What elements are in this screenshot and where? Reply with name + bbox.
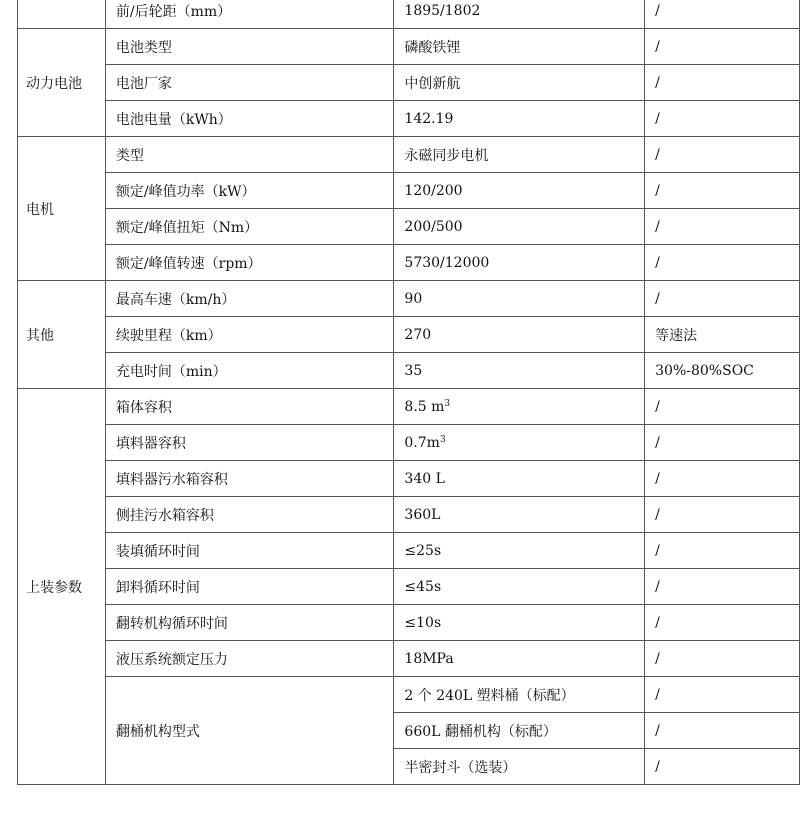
param-cell-bin-mechanism: 翻桶机构型式 bbox=[105, 677, 394, 785]
value-text: 8.5 m bbox=[404, 398, 445, 415]
note-cell: / bbox=[645, 533, 800, 569]
value-cell bbox=[394, 389, 645, 425]
value-cell: ≤10s bbox=[394, 605, 645, 641]
param-cell: 额定/峰值转速（rpm） bbox=[105, 245, 394, 281]
param-cell: 卸料循环时间 bbox=[105, 569, 394, 605]
param-cell: 类型 bbox=[105, 137, 394, 173]
value-cell: 半密封斗（选装） bbox=[394, 749, 645, 785]
table-row bbox=[18, 0, 800, 29]
table-row bbox=[18, 317, 800, 353]
param-cell: 电池类型 bbox=[105, 29, 394, 65]
note-cell: / bbox=[645, 65, 800, 101]
value-cell: 磷酸铁锂 bbox=[394, 29, 645, 65]
value-cell: 90 bbox=[394, 281, 645, 317]
param-cell: 最高车速（km/h） bbox=[105, 281, 394, 317]
table-row bbox=[18, 173, 800, 209]
param-cell: 填料器污水箱容积 bbox=[105, 461, 394, 497]
value-cell: 中创新航 bbox=[394, 65, 645, 101]
param-cell: 液压系统额定压力 bbox=[105, 641, 394, 677]
value-cell: 200/500 bbox=[394, 209, 645, 245]
param-cell: 箱体容积 bbox=[105, 389, 394, 425]
table-row bbox=[18, 101, 800, 137]
spec-table bbox=[17, 0, 800, 785]
table-row bbox=[18, 497, 800, 533]
value-cell: 1895/1802 bbox=[394, 0, 645, 29]
table-row bbox=[18, 533, 800, 569]
table-row bbox=[18, 425, 800, 461]
value-superscript: 3 bbox=[444, 398, 451, 409]
value-text: 0.7m bbox=[404, 434, 440, 451]
note-cell: / bbox=[645, 389, 800, 425]
note-cell: 等速法 bbox=[645, 317, 800, 353]
value-cell: ≤45s bbox=[394, 569, 645, 605]
value-cell: 2 个 240L 塑料桶（标配） bbox=[394, 677, 645, 713]
table-row bbox=[18, 65, 800, 101]
group-cell-other: 其他 bbox=[18, 281, 106, 389]
value-cell: 340 L bbox=[394, 461, 645, 497]
table-row bbox=[18, 605, 800, 641]
table-row bbox=[18, 461, 800, 497]
group-cell-body: 上装参数 bbox=[18, 389, 106, 785]
param-cell: 前/后轮距（mm） bbox=[105, 0, 394, 29]
value-cell: 35 bbox=[394, 353, 645, 389]
table-row bbox=[18, 281, 800, 317]
table-row bbox=[18, 137, 800, 173]
note-cell: / bbox=[645, 713, 800, 749]
note-cell: / bbox=[645, 101, 800, 137]
param-cell: 续驶里程（km） bbox=[105, 317, 394, 353]
table-row bbox=[18, 641, 800, 677]
table-row bbox=[18, 29, 800, 65]
value-cell: 360L bbox=[394, 497, 645, 533]
note-cell: / bbox=[645, 281, 800, 317]
value-cell: 660L 翻桶机构（标配） bbox=[394, 713, 645, 749]
note-cell: 30%-80%SOC bbox=[645, 353, 800, 389]
param-cell: 装填循环时间 bbox=[105, 533, 394, 569]
value-cell: ≤25s bbox=[394, 533, 645, 569]
param-cell: 电池厂家 bbox=[105, 65, 394, 101]
param-cell: 额定/峰值功率（kW） bbox=[105, 173, 394, 209]
group-cell-motor: 电机 bbox=[18, 137, 106, 281]
param-cell: 翻转机构循环时间 bbox=[105, 605, 394, 641]
table-row bbox=[18, 389, 800, 425]
note-cell: / bbox=[645, 137, 800, 173]
group-cell-battery: 动力电池 bbox=[18, 29, 106, 137]
param-cell: 充电时间（min） bbox=[105, 353, 394, 389]
value-cell: 142.19 bbox=[394, 101, 645, 137]
value-cell: 5730/12000 bbox=[394, 245, 645, 281]
note-cell: / bbox=[645, 569, 800, 605]
group-cell-empty bbox=[18, 0, 106, 29]
param-cell: 电池电量（kWh） bbox=[105, 101, 394, 137]
value-cell: 18MPa bbox=[394, 641, 645, 677]
note-cell: / bbox=[645, 173, 800, 209]
note-cell: / bbox=[645, 749, 800, 785]
note-cell: / bbox=[645, 461, 800, 497]
table-row bbox=[18, 353, 800, 389]
table-row bbox=[18, 245, 800, 281]
note-cell: / bbox=[645, 677, 800, 713]
value-cell bbox=[394, 425, 645, 461]
value-cell: 270 bbox=[394, 317, 645, 353]
value-superscript: 3 bbox=[439, 434, 446, 445]
table-row bbox=[18, 677, 800, 713]
table-row bbox=[18, 569, 800, 605]
note-cell: / bbox=[645, 605, 800, 641]
param-cell: 填料器容积 bbox=[105, 425, 394, 461]
value-cell: 120/200 bbox=[394, 173, 645, 209]
note-cell: / bbox=[645, 0, 800, 29]
note-cell: / bbox=[645, 641, 800, 677]
note-cell: / bbox=[645, 245, 800, 281]
note-cell: / bbox=[645, 497, 800, 533]
value-cell: 永磁同步电机 bbox=[394, 137, 645, 173]
param-cell: 侧挂污水箱容积 bbox=[105, 497, 394, 533]
param-cell: 额定/峰值扭矩（Nm） bbox=[105, 209, 394, 245]
note-cell: / bbox=[645, 209, 800, 245]
table-row bbox=[18, 209, 800, 245]
note-cell: / bbox=[645, 425, 800, 461]
note-cell: / bbox=[645, 29, 800, 65]
